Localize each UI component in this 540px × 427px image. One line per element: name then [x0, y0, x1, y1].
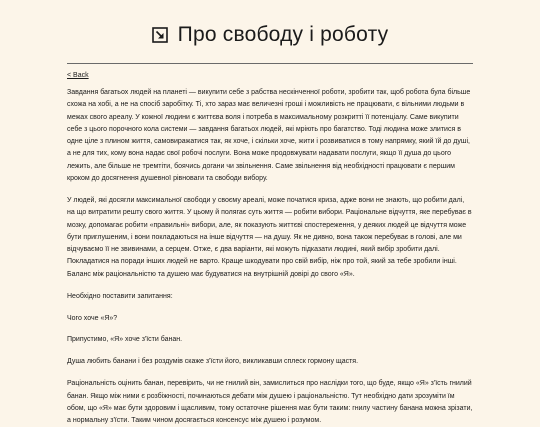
- paragraph: Душа любить банани і без роздумів скаже з'їсти його, викликавши сплеск гормону щастя.: [67, 358, 359, 366]
- boxed-arrow-icon: [152, 27, 168, 43]
- page-title: Про свободу і роботу: [177, 22, 389, 46]
- header-divider: [67, 63, 473, 64]
- paragraph: Завдання багатьох людей на планеті — викупити себе з рабства нескінченної роботи, зробити так, щоб робота була більше схожа на хобі, а не на спосіб заробітку. Ті, хто зараз має величезні гроші і можливість не працювати, є вільними людьми в межах свого ареалу. У кожної людини є життєва воля і потреба в максимальному розкритті її потенціалу. Саме викупити себе з цього порочного кола системи — завдання багатьох людей, які мріють про багатство. Тоді людина може злитися в одне ціле з плином життя, самовиражатися так, як хоче, і скільки хоче, жити і розвиватися в тому напрямку, який їй до душі, а не для тих, кому вона надає свої робочі послуги. Вона може продовжувати надавати послуги, якщо її душа до цього лежить, але більше не тремтіти, боячись догани чи звільнення. Саме звільнення від необхідності працювати є першим кроком до досягнення душевної рівноваги та свободи вибору.: [67, 89, 471, 183]
- page-header: [67, 0, 473, 60]
- paragraph: У людей, які досягли максимальної свободи у своєму ареалі, може початися криза, адже вони не знають, що робити далі, на що витратити решту свого життя. У цьому й полягає суть життя — робити вибори. Раціональне відчуття, яке перебуває в мозку, допомагає робити «правильні» вибори, але, як показують життєві спостереження, у деяких людей це відчуття може бути приглушеним, і вони покладаються на інше відчуття — на душу. Як не дивно, вона також перебуває в голові, але ми відчуваємо її не звивинами, а серцем. Отже, є два варіанти, які можуть підказати людині, який вибір зробити далі. Покладатися на поради інших людей не варто. Краще шкодувати про свій вибір, ніж про той, який за тебе зробили інші. Баланс між раціональністю та душею має будуватися на внутрішній довірі до свого «Я».: [67, 196, 472, 278]
- paragraph: Необхідно поставити запитання:: [67, 292, 173, 300]
- paragraph: Чого хоче «Я»?: [67, 314, 118, 322]
- article-body: [67, 87, 473, 427]
- back-link[interactable]: < Back: [67, 72, 89, 79]
- paragraph: Раціональність оцінить банан, перевірить, чи не гнилий він, замислиться про наслідки того, що буде, якщо «Я» з'їсть гнилий банан. Якщо між ними є розбіжності, починаються дебати між душею і раціональністю. Тут необхідно дати зрозуміти їм обом, що «Я» має бути здоровим і щасливим, тому остаточне рішення має бути таким: гнилу частину банана можна зрізати, а нормальну з'їсти. Таким чином досягається консенсус між душею і розумом.: [67, 380, 473, 425]
- paragraph: Припустимо, «Я» хоче з'їсти банан.: [67, 336, 183, 344]
